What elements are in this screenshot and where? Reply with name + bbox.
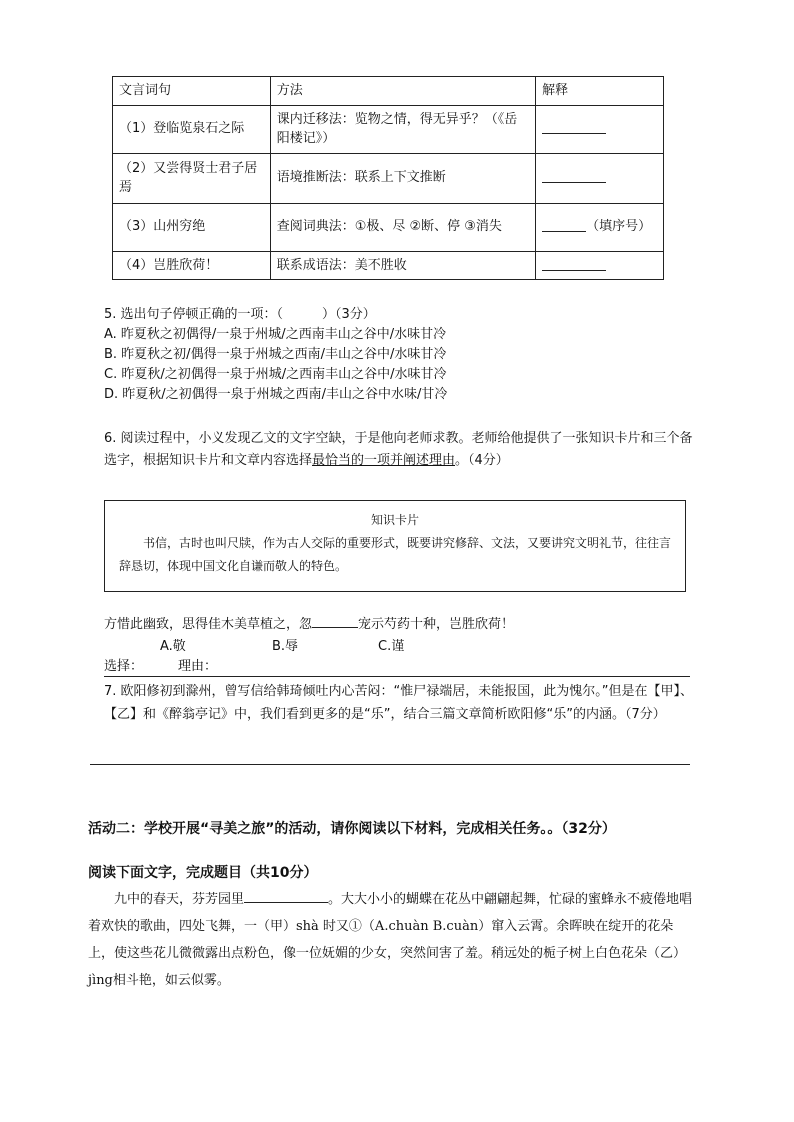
q6-sentence-blank[interactable] (312, 615, 358, 628)
table-cell-answer[interactable] (536, 153, 664, 203)
answer-blank[interactable] (542, 172, 606, 183)
table-cell-answer[interactable] (536, 251, 664, 280)
table-cell-phrase: （4）岂胜欣荷！ (113, 251, 271, 280)
table-row (113, 105, 664, 153)
table-row (113, 203, 664, 251)
table-cell-answer[interactable] (536, 105, 664, 153)
table-row (113, 153, 664, 203)
fill-number-hint: （填序号） (586, 219, 652, 235)
activity2-title: 活动二：学校开展“寻美之旅”的活动，请你阅读以下材料，完成相关任务。。（32分） (88, 821, 616, 837)
table-header-row (113, 77, 664, 106)
answer-blank[interactable] (542, 221, 586, 232)
q7-text: 7. 欧阳修初到滁州，曾写信给韩琦倾吐内心苦闷：“惟尸禄端居，未能报国，此为愧尔。”但是在【甲】、【乙】和《醉翁亭记》中，我们看到更多的是“乐”，结合三篇文章简析欧阳修“乐”的内涵。（7分） (104, 684, 694, 722)
knowledge-card (104, 500, 686, 592)
q5-option-a[interactable]: A. 昨夏秋之初偶得/一泉于州城/之西南丰山之谷中/水味甘冷 (104, 327, 447, 342)
table-cell-phrase: （1）登临览泉石之际 (113, 105, 271, 153)
table-cell-method: 语境推断法：联系上下文推断 (270, 153, 535, 203)
q6-stem-part2: 。（4分） (455, 453, 509, 468)
vocab-table (112, 76, 664, 280)
passage-rest: 。大大小小的蝴蝶在花丛中翩翩起舞，忙碌的蜜蜂永不疲倦地唱着欢快的歌曲，四处飞舞，一（甲）shà 时又①（A.chuàn B.cuàn）窜入云霄。余晖映在绽开的花朵上，使这些花儿微微露出点粉色，像一位妩媚的少女，突然间害了羞。稍远处的栀子树上白色花朵（乙）jìng相斗艳，如云似雾。 (88, 892, 693, 988)
q5-stem: 5. 选出句子停顿正确的一项：（ ）（3分） (104, 307, 376, 322)
q6-stem-underlined: 最恰当的一项并阐述理由 (312, 453, 456, 468)
q6-answer-line[interactable] (104, 676, 690, 677)
q6-stem-part1: 6. 阅读过程中，小义发现乙文的文字空缺，于是他向老师求教。老师给他提供了一张知识卡片和三个备选字，根据知识卡片和文章内容选择 (104, 431, 693, 468)
table-row (113, 251, 664, 280)
q6-sentence-after: 宠示芍药十种，岂胜欣荷！ (358, 617, 515, 632)
table-cell-method: 联系成语法：美不胜收 (270, 251, 535, 280)
activity2-passage (88, 886, 694, 994)
table-cell-method: 查阅词典法：①极、尽 ②断、停 ③消失 (270, 203, 535, 251)
knowledge-card-title: 知识卡片 (370, 513, 419, 527)
answer-blank[interactable] (542, 123, 606, 134)
passage-blank[interactable] (244, 890, 328, 903)
q6-choice-b[interactable]: B.辱 (272, 639, 299, 654)
q6-sentence-before: 方惜此幽致，思得佳木美草植之，忽 (104, 617, 313, 632)
activity2-subtitle: 阅读下面文字，完成题目（共10分） (88, 865, 318, 881)
q6-reason-label: 理由： (178, 659, 218, 674)
q6-stem (104, 428, 694, 472)
q5-option-d[interactable]: D. 昨夏秋/之初偶得一泉于州城之西南/丰山之谷中水味/甘冷 (104, 387, 448, 402)
table-cell-phrase: （2）又尝得贤士君子居焉 (113, 153, 271, 203)
table-cell-answer[interactable] (536, 203, 664, 251)
q6-sentence (104, 614, 694, 636)
q5-option-c[interactable]: C. 昨夏秋/之初偶得一泉于州城/之西南丰山之谷中/水味甘冷 (104, 367, 447, 382)
table-cell-phrase: （3）山州穷绝 (113, 203, 271, 251)
q6-choice-c[interactable]: C.谨 (378, 639, 405, 654)
table-cell-method: 课内迁移法：览物之情，得无异乎？（《岳阳楼记》） (270, 105, 535, 153)
answer-blank[interactable] (542, 260, 606, 271)
q6-select-label: 选择： (104, 659, 144, 674)
q5-option-b[interactable]: B. 昨夏秋之初/偶得一泉于州城之西南/丰山之谷中/水味甘冷 (104, 347, 447, 362)
passage-start: 九中的春天，芬芳园里 (114, 892, 245, 907)
table-header-method: 方法 (270, 77, 535, 106)
table-header-phrase: 文言词句 (113, 77, 271, 106)
q7-answer-line[interactable] (90, 764, 690, 765)
knowledge-card-body: 书信，古时也叫尺牍，作为古人交际的重要形式，既要讲究修辞、文法，又要讲究文明礼节，往往言辞恳切，体现中国文化自谦而敬人的特色。 (119, 536, 672, 573)
q6-choice-a[interactable]: A.敬 (160, 639, 186, 654)
table-header-explanation: 解释 (536, 77, 664, 106)
